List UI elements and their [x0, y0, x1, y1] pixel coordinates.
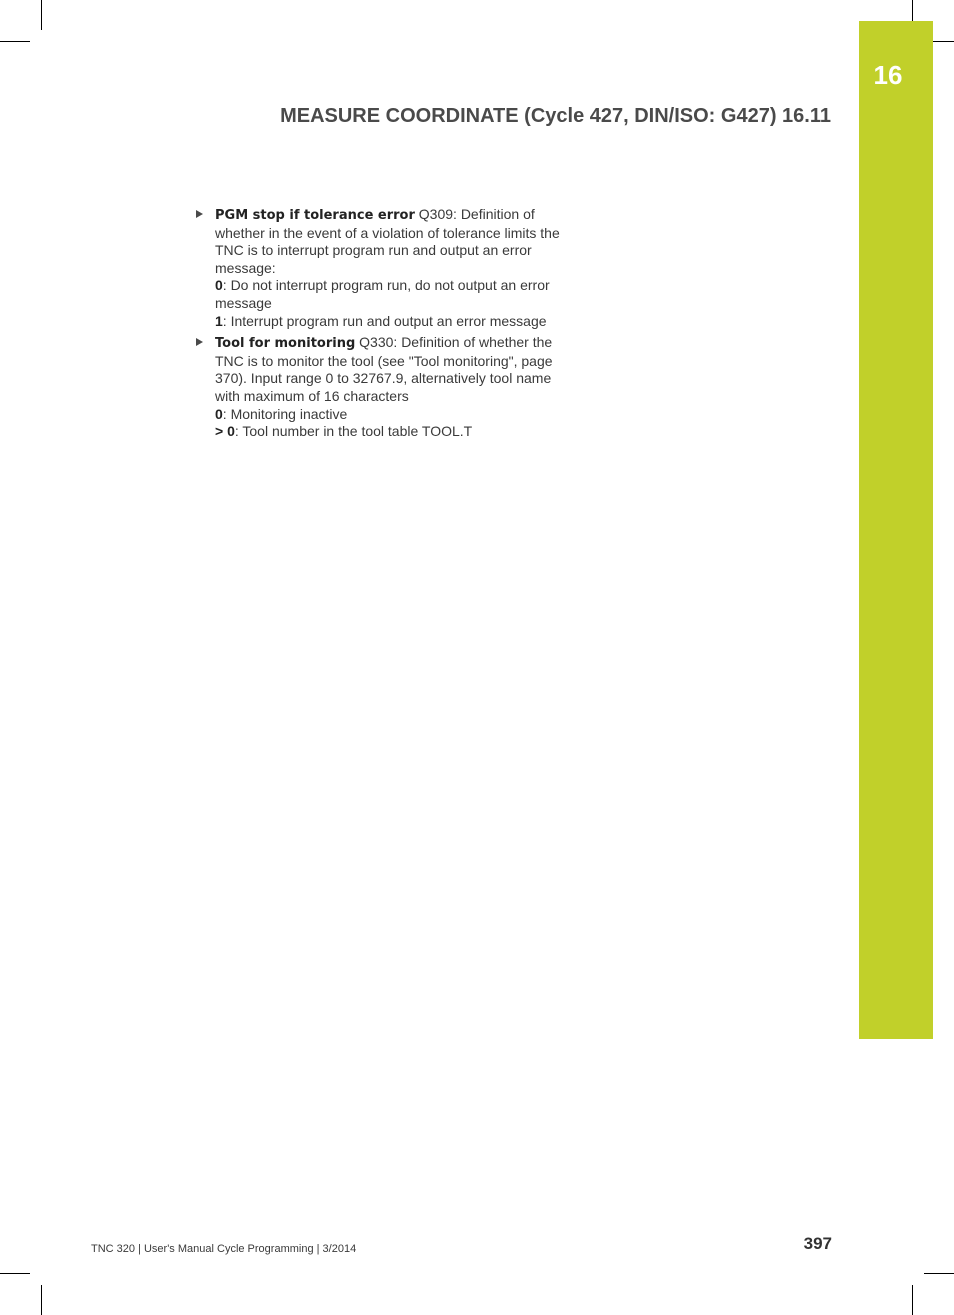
parameter-name: PGM stop if tolerance error — [215, 208, 415, 223]
option-text: : Monitoring inactive — [222, 405, 348, 422]
section-header-title: MEASURE COORDINATE (Cycle 427, DIN/ISO: G427) 16.11 — [280, 105, 831, 127]
crop-mark — [0, 1273, 30, 1274]
page-number: 397 — [803, 1234, 832, 1253]
option-text: : Tool number in the tool table TOOL.T — [234, 423, 473, 440]
crop-mark — [924, 1273, 954, 1274]
crop-mark — [41, 1285, 42, 1315]
crop-mark — [912, 1285, 913, 1315]
option-text: : Do not interrupt program run, do not output an error message — [215, 277, 550, 311]
footer-manual-info: TNC 320 | User's Manual Cycle Programming | 3/2014 — [91, 1243, 357, 1255]
parameter-option — [215, 406, 563, 424]
option-key: 1 — [215, 312, 223, 329]
option-key: 0 — [215, 405, 223, 422]
crop-mark — [41, 0, 42, 30]
parameter-option — [215, 423, 563, 441]
crop-mark — [0, 41, 30, 42]
triangle-bullet-icon — [196, 210, 203, 218]
triangle-bullet-icon — [196, 338, 203, 346]
option-key: 0 — [215, 277, 223, 294]
parameter-description: Q330: Definition of whether the TNC is to monitor the tool (see "Tool monitoring", page 370). Input range 0 to 32767.9, alternatively tool name with maximum of 16 characters — [215, 334, 553, 404]
option-text: : Interrupt program run and output an error message — [222, 312, 547, 329]
parameter-description: Q309: Definition of whether in the event of a violation of tolerance limits the TNC is to interrupt program run and output an error message: — [215, 206, 560, 276]
chapter-tab — [859, 21, 933, 1039]
parameter-option — [215, 277, 563, 312]
parameter-name: Tool for monitoring — [215, 336, 356, 352]
parameter-item-q330 — [193, 334, 563, 441]
parameter-option — [215, 313, 563, 331]
parameter-list — [193, 206, 563, 445]
parameter-item-q309 — [193, 206, 563, 330]
option-key: > 0 — [215, 423, 235, 440]
chapter-number: 16 — [873, 60, 903, 90]
